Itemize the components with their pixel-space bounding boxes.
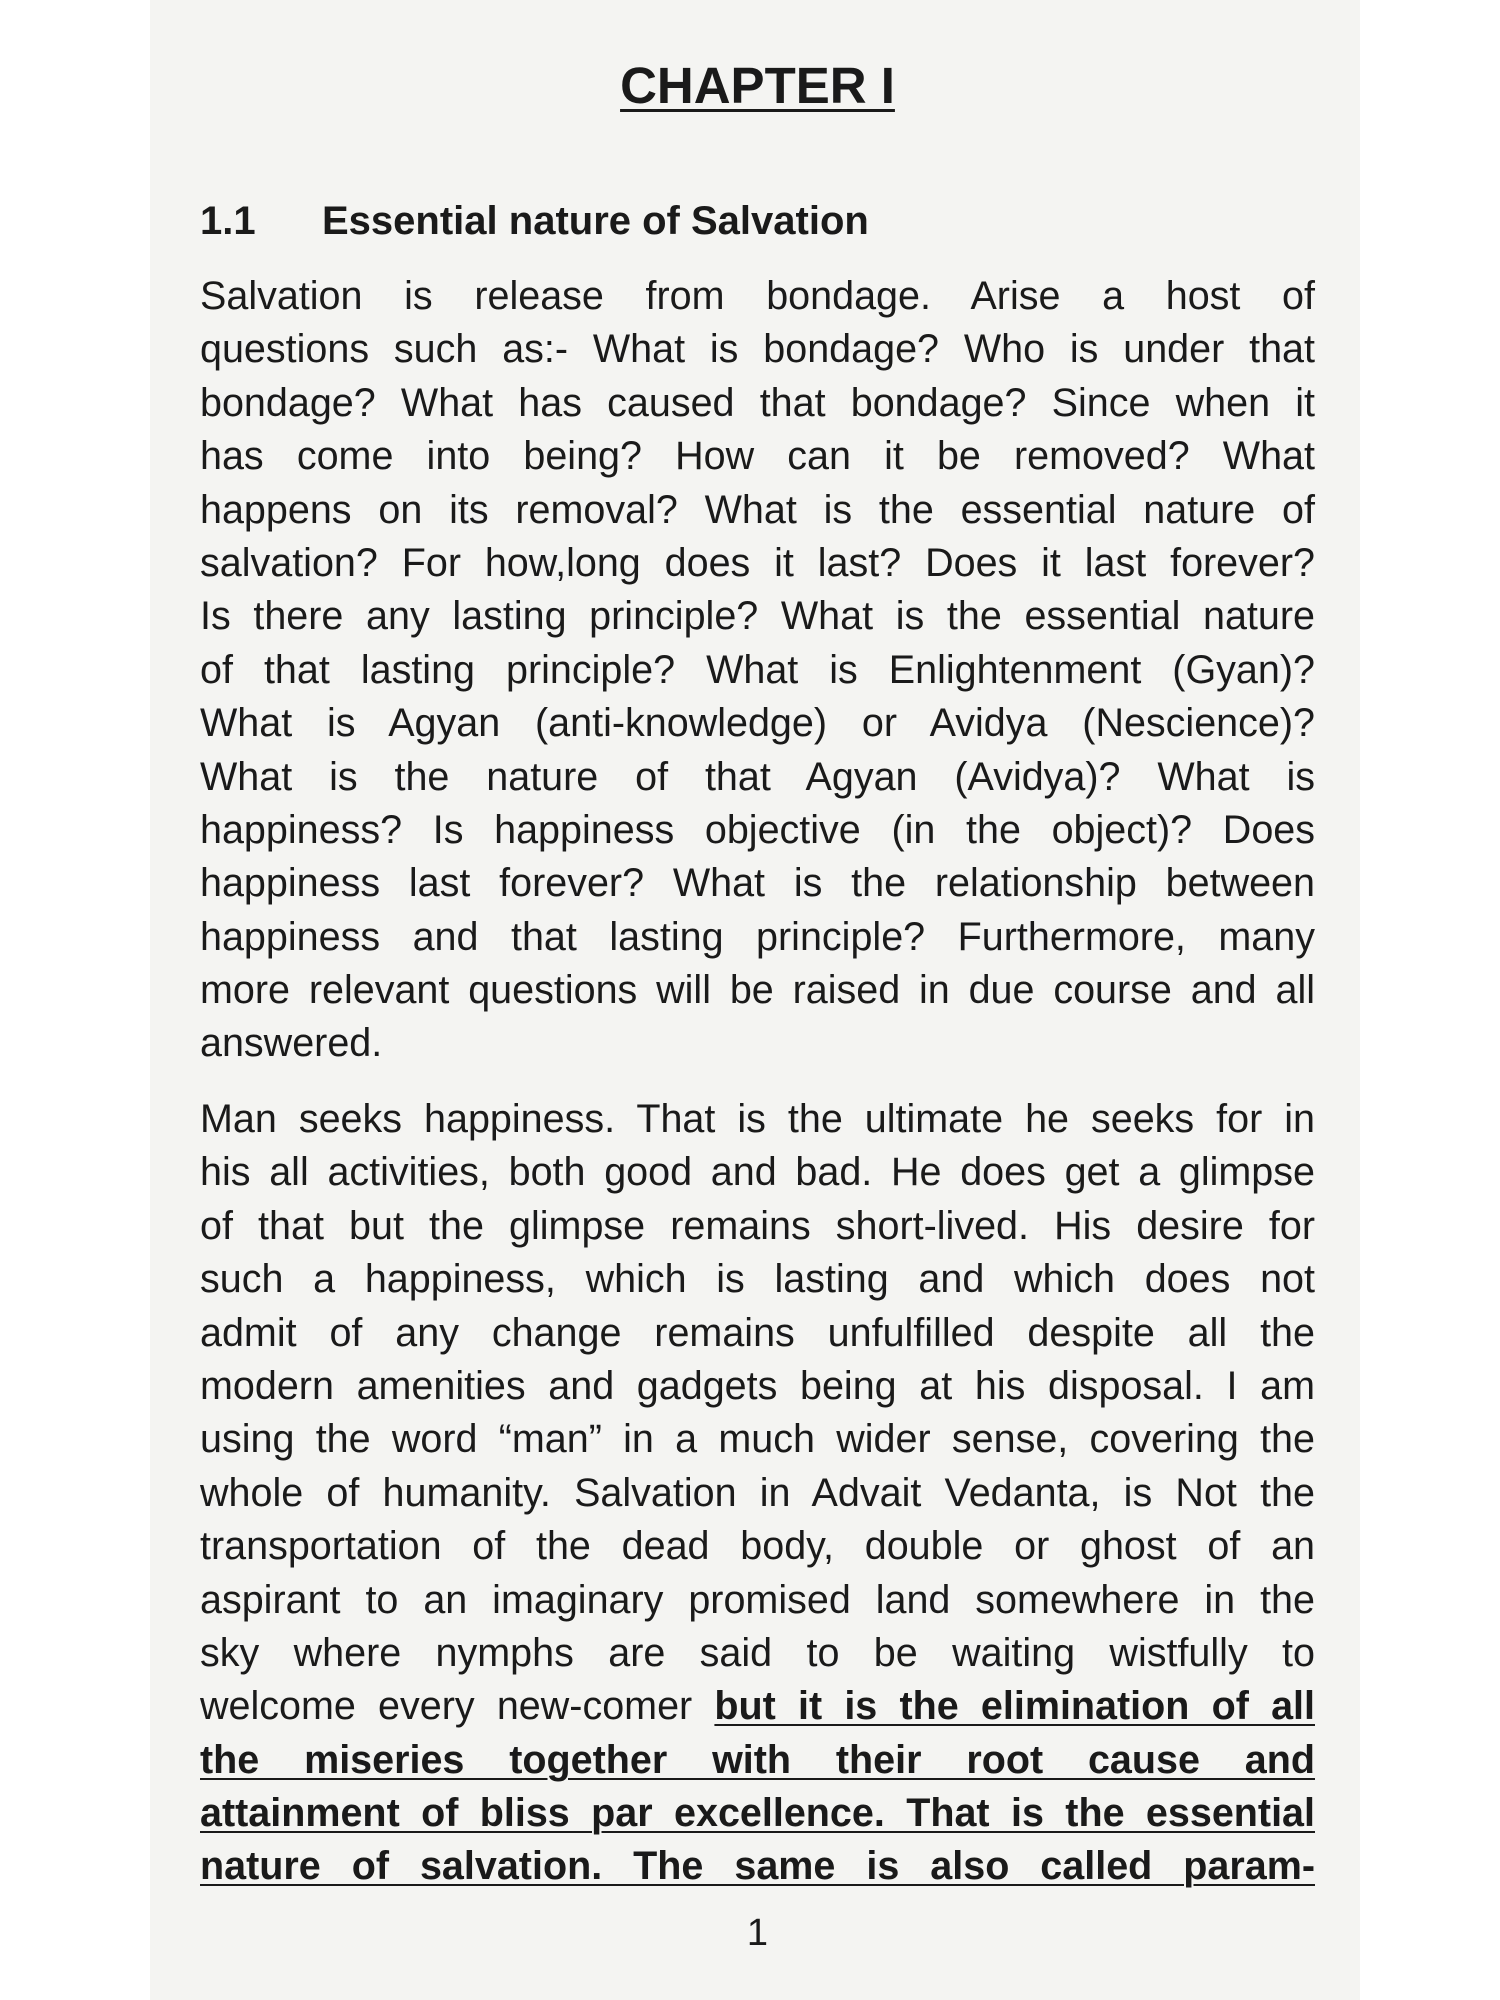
section-title: Essential nature of Salvation	[322, 199, 869, 243]
text-line: aspirant to an imaginary promised land somewhere in the	[200, 1577, 1315, 1622]
emphasized-line: nature of salvation. The same is also called param-	[200, 1844, 1315, 1889]
text-line-mixed	[200, 1680, 1315, 1733]
text-line: such a happiness, which is lasting and which does not	[200, 1257, 1315, 1302]
paragraph-2	[200, 1093, 1315, 1894]
text-line: bondage? What has caused that bondage? Since when it	[200, 380, 1315, 425]
section-heading	[200, 196, 1315, 246]
text-line: Salvation is release from bondage. Arise a host of	[200, 274, 1315, 318]
text-line: his all activities, both good and bad. He does get a glimpse	[200, 1150, 1315, 1195]
text-line: salvation? For how,long does it last? Does it last forever?	[200, 540, 1315, 585]
text-line: Is there any lasting principle? What is the essential nature	[200, 594, 1315, 639]
text-line: happiness and that lasting principle? Furthermore, many	[200, 914, 1315, 959]
text-line: questions such as:- What is bondage? Who is under that	[200, 327, 1315, 372]
text-line: transportation of the dead body, double or ghost of an	[200, 1524, 1315, 1569]
text-line: more relevant questions will be raised in due course and all	[200, 968, 1315, 1013]
text-line: whole of humanity. Salvation in Advait Vedanta, is Not the	[200, 1470, 1315, 1515]
text-line: What is the nature of that Agyan (Avidya)? What is	[200, 754, 1315, 799]
text-line: of that but the glimpse remains short-lived. His desire for	[200, 1203, 1315, 1248]
text-line: answered.	[200, 1021, 383, 1066]
text-line: has come into being? How can it be removed? What	[200, 434, 1315, 479]
text-line: sky where nymphs are said to be waiting wistfully to	[200, 1630, 1315, 1675]
chapter-title	[200, 56, 1315, 116]
text-line: modern amenities and gadgets being at his disposal. I am	[200, 1363, 1315, 1408]
chapter-title-text: CHAPTER I	[620, 57, 895, 114]
text-line: happiness? Is happiness objective (in the object)? Does	[200, 807, 1315, 852]
emphasized-text: but it is the elimination of all	[714, 1684, 1315, 1729]
text-line: Man seeks happiness. That is the ultimate he seeks for in	[200, 1097, 1315, 1141]
text-line: happens on its removal? What is the essential nature of	[200, 487, 1315, 532]
section-number: 1.1	[200, 199, 256, 243]
emphasized-line: attainment of bliss par excellence. That is the essential	[200, 1791, 1315, 1836]
paragraph-1	[200, 270, 1315, 1071]
text-line: using the word “man” in a much wider sense, covering the	[200, 1417, 1315, 1462]
text-line: admit of any change remains unfulfilled despite all the	[200, 1310, 1315, 1355]
text-line: happiness last forever? What is the relationship between	[200, 861, 1315, 906]
emphasized-line: the miseries together with their root cause and	[200, 1737, 1315, 1782]
plain-text: welcome every new-comer	[200, 1684, 715, 1729]
text-line: of that lasting principle? What is Enlightenment (Gyan)?	[200, 647, 1315, 692]
page-number: 1	[746, 1912, 769, 1954]
text-line: What is Agyan (anti-knowledge) or Avidya (Nescience)?	[200, 701, 1315, 746]
